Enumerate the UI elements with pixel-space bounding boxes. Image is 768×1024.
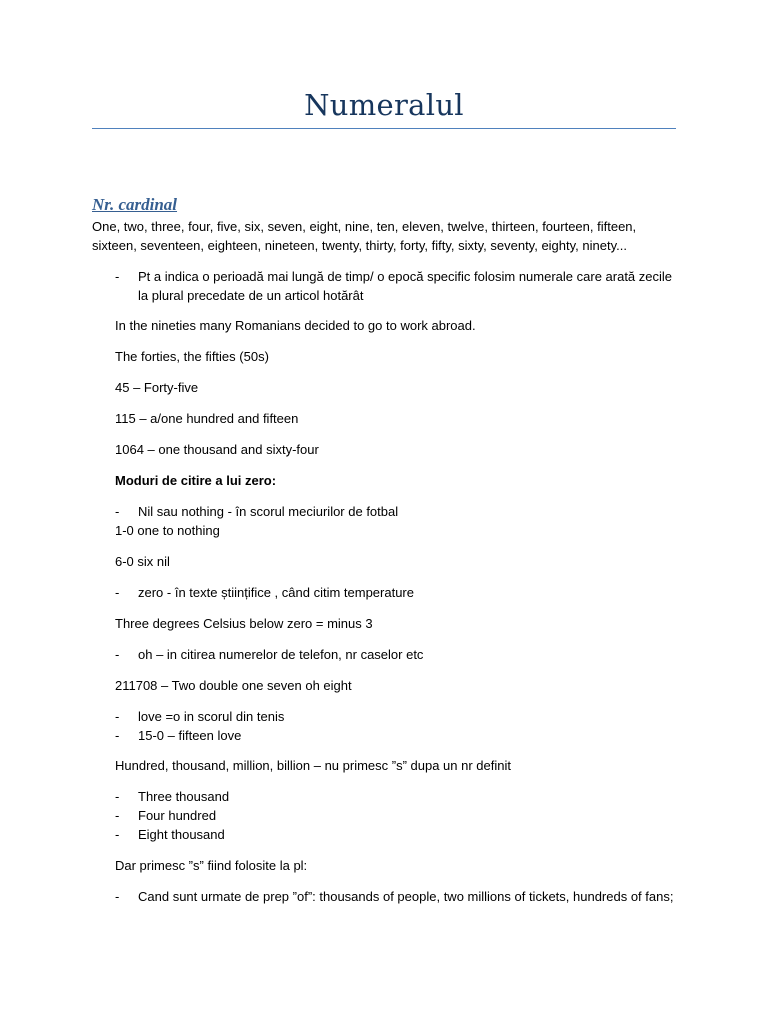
bullet-eight-thousand: Eight thousand — [138, 827, 225, 842]
example-1-0: 1-0 one to nothing — [115, 523, 220, 538]
section-heading: Nr. cardinal — [92, 195, 178, 214]
bullet-marker: - — [115, 709, 120, 724]
bullet-marker: - — [115, 827, 120, 842]
bullet-marker: - — [115, 585, 120, 600]
example-1064: 1064 – one thousand and sixty-four — [115, 442, 319, 457]
example-degrees: Three degrees Celsius below zero = minus 3 — [115, 616, 373, 631]
intro-paragraph: One, two, three, four, five, six, seven, eight, nine, ten, eleven, twelve, thirteen, fourteen, fifteen, sixteen, seventeen, eighteen, nineteen, twenty, thirty, forty, fifty, sixty, seventy, eighty, ninety... — [92, 219, 637, 253]
page-title: Numeralul — [304, 88, 464, 122]
bullet-marker: - — [115, 789, 120, 804]
example-45: 45 – Forty-five — [115, 380, 199, 395]
bullet-of: Cand sunt urmate de prep ”of”: thousands of people, two millions of tickets, hundreds of fans; — [138, 889, 674, 904]
zero-heading: Moduri de citire a lui zero: — [115, 473, 277, 488]
example-6-0: 6-0 six nil — [115, 554, 170, 569]
bullet-decades: Pt a indica o perioadă mai lungă de timp/ o epocă specific folosim numerale care arată zecile la plural precedate de un articol hotărât — [138, 269, 673, 303]
bullet-four-hundred: Four hundred — [138, 808, 217, 823]
bullet-oh: oh – in citirea numerelor de telefon, nr caselor etc — [138, 647, 424, 662]
bullet-marker: - — [115, 728, 120, 743]
bullet-love: love =o in scorul din tenis — [138, 709, 285, 724]
bullet-marker: - — [115, 889, 120, 904]
bullet-marker: - — [115, 269, 120, 284]
bullet-marker: - — [115, 504, 120, 519]
bullet-zero: zero - în texte științifice , când citim temperature — [138, 585, 414, 600]
bullet-three-thousand: Three thousand — [138, 789, 230, 804]
bullet-15-0: 15-0 – fifteen love — [138, 728, 242, 743]
bullet-nil: Nil sau nothing - în scorul meciurilor de fotbal — [138, 504, 399, 519]
example-phone: 211708 – Two double one seven oh eight — [115, 678, 352, 693]
plural-rule: Dar primesc ”s” fiind folosite la pl: — [115, 858, 308, 873]
example-forties: The forties, the fifties (50s) — [115, 349, 269, 364]
hundred-rule: Hundred, thousand, million, billion – nu primesc ”s” dupa un nr definit — [115, 758, 511, 773]
example-nineties: In the nineties many Romanians decided to go to work abroad. — [115, 318, 476, 333]
example-115: 115 – a/one hundred and fifteen — [115, 411, 299, 426]
bullet-marker: - — [115, 647, 120, 662]
bullet-marker: - — [115, 808, 120, 823]
title-underline-rule — [92, 128, 676, 129]
